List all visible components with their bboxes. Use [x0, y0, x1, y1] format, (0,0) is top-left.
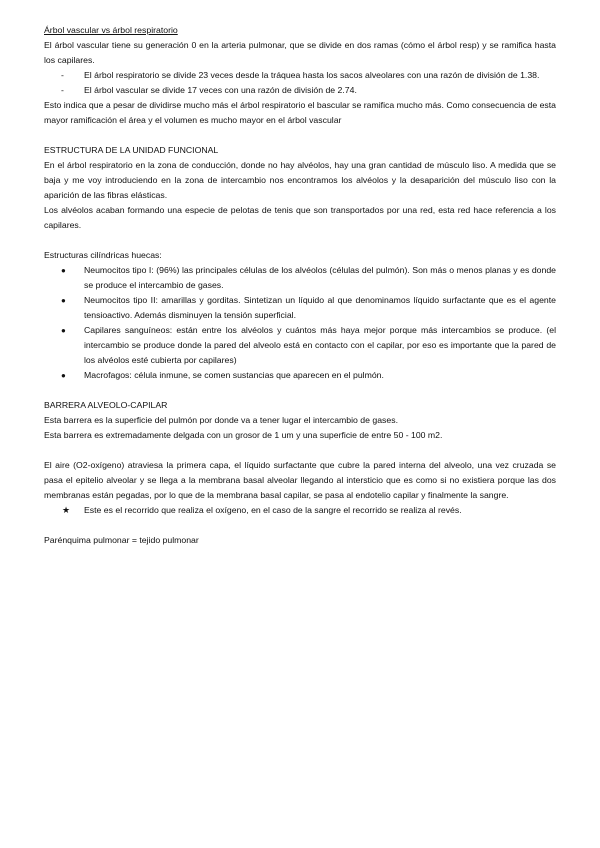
section1-intro: El árbol vascular tiene su generación 0 en la arteria pulmonar, que se divide en dos ramas (cómo el árbol resp) y se ramifica hasta los capilares. — [44, 40, 556, 65]
dash-marker: - — [61, 85, 64, 95]
section2-title: ESTRUCTURA DE LA UNIDAD FUNCIONAL — [44, 145, 219, 155]
section2-para1: En el árbol respiratorio en la zona de conducción, donde no hay alvéolos, hay una gran cantidad de músculo liso. A medida que se baja y me voy introduciendo en la zona de intercambio nos encontramos los alvéolos y la desaparición del músculo liso con la aparición de las fibras elásticas. — [44, 160, 556, 200]
section2-list-title: Estructuras cilíndricas huecas: — [44, 250, 162, 260]
section2-para2: Los alvéolos acaban formando una especie de pelotas de tenis que son transportados por una red, esta red hace referencia a los capilares. — [44, 205, 556, 230]
list-item: ● Macrofagos: célula inmune, se comen sustancias que aparecen en el pulmón. — [44, 368, 556, 383]
bullet-marker: ● — [61, 326, 66, 335]
list-item: ● Neumocitos tipo II: amarillas y gorditas. Sintetizan un líquido al que denominamos líquido surfactante que es el agente tensioactivo. Además disminuyen la tensión superficial. — [61, 295, 556, 320]
list-item: - El árbol respiratorio se divide 23 veces desde la tráquea hasta los sacos alveolares con una razón de división de 1.38. — [44, 68, 556, 83]
document-page — [44, 0, 556, 548]
star-note: ★ Este es el recorrido que realiza el oxígeno, en el caso de la sangre el recorrido se realiza al revés. — [44, 503, 556, 518]
bullet-marker: ● — [61, 371, 66, 380]
section2-list — [44, 263, 556, 383]
section1-title: Árbol vascular vs árbol respiratorio — [44, 25, 178, 35]
footer-line: Parénquima pulmonar = tejido pulmonar — [44, 535, 199, 545]
section1-list — [44, 68, 556, 98]
bullet-marker: ● — [61, 296, 66, 305]
section3-para: El aire (O2-oxígeno) atraviesa la primera capa, el líquido surfactante que cubre la pared interna del alveolo, una vez cruzada se pasa el epitelio alveolar y se llega a la membrana basal alveolar llegando al intersticio que es como si no existiera porque las dos membranas están pegadas, por lo que de la membrana basal capilar, se pasa al endotelio capilar y finalmente la sangre. — [44, 460, 556, 500]
dash-marker: - — [61, 70, 64, 80]
section1-conclusion: Esto indica que a pesar de dividirse mucho más el árbol respiratorio el bascular se ramifica mucho más. Como consecuencia de esta mayor ramificación el área y el volumen es mucho mayor en el árbol vascular — [44, 100, 556, 125]
list-item: - El árbol vascular se divide 17 veces con una razón de división de 2.74. — [44, 83, 556, 98]
list-item: ● Neumocitos tipo I: (96%) las principales células de los alvéolos (células del pulmón). Son más o menos planas y es donde se produce el intercambio de gases. — [61, 265, 556, 290]
section3-line2: Esta barrera es extremadamente delgada con un grosor de 1 um y una superficie de entre 50 - 100 m2. — [44, 430, 443, 440]
star-icon: ★ — [62, 505, 71, 515]
section3-title: BARRERA ALVEOLO-CAPILAR — [44, 400, 168, 410]
bullet-marker: ● — [61, 266, 66, 275]
list-item: ● Capilares sanguíneos: están entre los alvéolos y cuántos más haya mejor porque más intercambios se produce. (el intercambio se produce donde la pared del alveolo está en contacto con el capilar, por eso es importante que la pared de los alvéolos esté cubierta por capilares) — [61, 325, 556, 365]
section3-line1: Esta barrera es la superficie del pulmón por donde va a tener lugar el intercambio de gases. — [44, 415, 398, 425]
